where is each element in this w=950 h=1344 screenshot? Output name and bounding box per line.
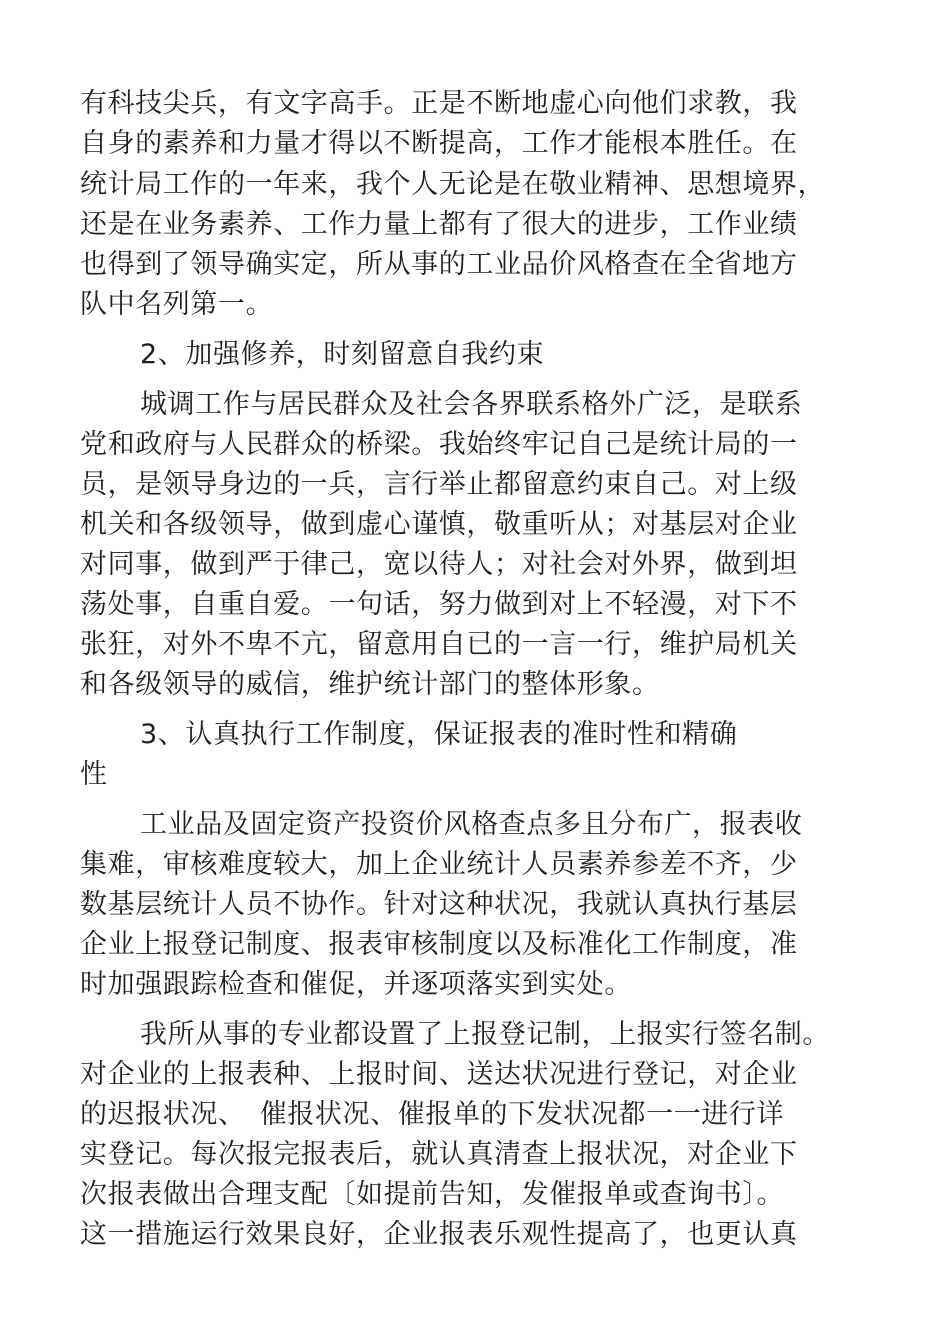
text-line: 时加强跟踪检查和催促，并逐项落实到实处。 (80, 969, 632, 1000)
section-heading: 2、加强修养，时刻留意自我约束 (140, 339, 545, 370)
text-line: 对同事，做到严于律己，宽以待人；对社会对外界，做到坦 (80, 549, 798, 580)
text-line: 的迟报状况、 催报状况、催报单的下发状况都一一进行详 (80, 1099, 785, 1130)
text-line: 党和政府与人民群众的桥梁。我始终牢记自己是统计局的一 (80, 429, 798, 460)
text-line: 还是在业务素养、工作力量上都有了很大的进步，工作业绩 (80, 209, 798, 240)
section-heading-continuation: 性 (80, 759, 108, 790)
text-line: 荡处事，自重自爱。一句话，努力做到对上不轻漫，对下不 (80, 589, 798, 620)
text-line: 队中名列第一。 (80, 289, 274, 320)
text-line: 机关和各级领导，做到虚心谨慎，敬重听从；对基层对企业 (80, 509, 798, 540)
text-line: 次报表做出合理支配〔如提前告知，发催报单或查询书〕。 (80, 1179, 785, 1210)
text-line: 员，是领导身边的一兵，言行举止都留意约束自己。对上级 (80, 469, 798, 500)
text-line: 张狂，对外不卑不亢，留意用自已的一言一行，维护局机关 (80, 629, 798, 660)
text-line: 实登记。每次报完报表后，就认真清查上报状况，对企业下 (80, 1139, 798, 1170)
text-line: 工业品及固定资产投资价风格查点多且分布广，报表收 (140, 809, 803, 840)
text-line: 有科技尖兵，有文字高手。正是不断地虚心向他们求教，我 (80, 88, 798, 119)
text-line: 集难，审核难度较大，加上企业统计人员素养参差不齐，少 (80, 849, 798, 880)
text-line: 对企业的上报表种、上报时间、送达状况进行登记，对企业 (80, 1059, 798, 1090)
text-line: 这一措施运行效果良好，企业报表乐观性提高了，也更认真 (80, 1219, 798, 1250)
text-line: 数基层统计人员不协作。针对这种状况，我就认真执行基层 (80, 889, 798, 920)
text-line: 企业上报登记制度、报表审核制度以及标准化工作制度，准 (80, 929, 798, 960)
text-line: 自身的素养和力量才得以不断提高，工作才能根本胜任。在 (80, 128, 798, 159)
section-heading: 3、认真执行工作制度，保证报表的准时性和精确 (140, 719, 738, 750)
text-line: 统计局工作的一年来，我个人无论是在敬业精神、思想境界， (80, 169, 826, 200)
text-line: 也得到了领导确实定，所从事的工业品价风格查在全省地方 (80, 249, 798, 280)
text-line: 我所从事的专业都设置了上报登记制，上报实行签名制。 (140, 1019, 830, 1050)
text-line: 城调工作与居民群众及社会各界联系格外广泛，是联系 (140, 389, 803, 420)
text-line: 和各级领导的威信，维护统计部门的整体形象。 (80, 669, 660, 700)
